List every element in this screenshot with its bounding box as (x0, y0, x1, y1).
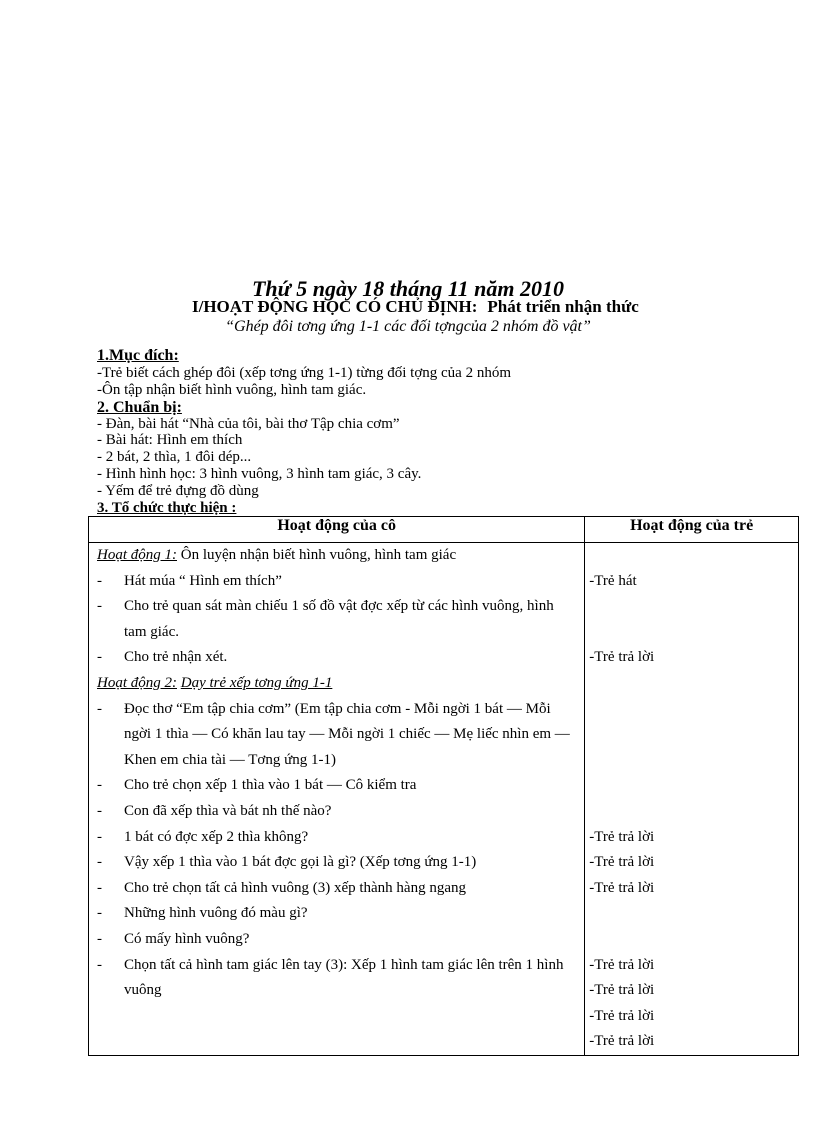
preparation-line: - 2 bát, 2 thìa, 1 đôi dép... (97, 449, 252, 465)
activity-2-title: Dạy trẻ xếp tơng ứng 1-1 (180, 674, 333, 691)
child-response: -Trẻ trả lời (589, 854, 655, 871)
bullet-dash: - (97, 854, 102, 871)
organization-heading: 3. Tổ chức thực hiện : (97, 500, 237, 516)
teacher-step: Cho trẻ nhận xét. (124, 649, 228, 666)
teacher-step: Chọn tất cả hình tam giác lên tay (3): Xếp 1 hình tam giác lên trên 1 hình vuông (124, 956, 564, 999)
child-response (585, 594, 798, 645)
activity-table (88, 516, 799, 1056)
purpose-heading: 1.Mục đích: (97, 347, 179, 364)
child-spacer (585, 671, 798, 697)
child-response: -Trẻ trả lời (589, 828, 655, 845)
teacher-step: Cho trẻ chọn xếp 1 thìa vào 1 bát — Cô kiểm tra (124, 777, 417, 794)
child-response: -Trẻ hát (589, 572, 637, 589)
bullet-dash: - (97, 777, 102, 794)
child-response: -Trẻ trả lời (589, 649, 655, 666)
child-response (585, 799, 798, 825)
teacher-step: Đọc thơ “Em tập chia cơm” (Em tập chia cơm - Mỗi ngời 1 bát — Mỗi ngời 1 thìa — Có khăn lau tay — Mỗi ngời 1 chiếc — Mẹ liếc nhìn em — Khen em chia tài — Tơng ứng 1-1) (124, 700, 570, 768)
preparation-line: - Bài hát: Hình em thích (97, 432, 243, 448)
teacher-step: Hát múa “ Hình em thích” (124, 572, 282, 589)
section-heading (192, 297, 639, 317)
bullet-dash: - (97, 930, 102, 947)
bullet-dash: - (97, 828, 102, 845)
child-response: -Trẻ trả lời (589, 982, 655, 999)
child-response (585, 927, 798, 953)
date-title: Thứ 5 ngày 18 tháng 11 năm 2010 (251, 276, 565, 301)
section-label: I/HOẠT ĐỘNG HỌC CÓ CHỦ ĐỊNH: (192, 297, 478, 316)
activity-1-heading (89, 543, 584, 569)
table-row (89, 543, 799, 1056)
teacher-step: 1 bát có đợc xếp 2 thìa không? (124, 828, 309, 845)
preparation-heading: 2. Chuẩn bị: (97, 399, 182, 416)
child-response: -Trẻ trả lời (589, 956, 655, 973)
purpose-line: -Trẻ biết cách ghép đôi (xếp tơng ứng 1-1) từng đối tợng của 2 nhóm (97, 365, 511, 381)
child-response: -Trẻ trả lời -Trẻ trả lời (589, 1007, 655, 1050)
preparation-line: - Hình hình học: 3 hình vuông, 3 hình tam giác, 3 cây. (97, 466, 422, 482)
activity-2-label: Hoạt động 2: (97, 674, 177, 691)
bullet-dash: - (97, 700, 102, 717)
child-cell (585, 543, 799, 1056)
section-topic: Phát triển nhận thức (487, 297, 639, 316)
bullet-dash: - (97, 572, 102, 589)
preparation-line: - Đàn, bài hát “Nhà của tôi, bài thơ Tập chia cơm” (97, 416, 400, 432)
lesson-subtitle: “Ghép đôi tơng ứng 1-1 các đối tợngcủa 2 nhóm đồ vật” (225, 318, 591, 335)
bullet-dash: - (97, 956, 102, 973)
child-column-header: Hoạt động của trẻ (585, 517, 799, 543)
teacher-step: Con đã xếp thìa và bát nh thế nào? (124, 802, 332, 819)
bullet-dash: - (97, 802, 102, 819)
teacher-cell (89, 543, 585, 1056)
teacher-column-header: Hoạt động của cô (89, 517, 585, 543)
teacher-step: Cho trẻ quan sát màn chiếu 1 số đồ vật đợc xếp từ các hình vuông, hình tam giác. (124, 598, 554, 640)
bullet-dash: - (97, 905, 102, 922)
preparation-line: - Yếm để trẻ đựng đồ dùng (97, 483, 259, 499)
child-response: -Trẻ trả lời (589, 879, 655, 896)
child-spacer (585, 543, 798, 569)
child-response (585, 697, 798, 799)
teacher-step: Những hình vuông đó màu gì? (124, 905, 308, 922)
teacher-step: Vậy xếp 1 thìa vào 1 bát đợc gọi là gì? (Xếp tơng ứng 1-1) (124, 854, 477, 871)
bullet-dash: - (97, 649, 102, 666)
activity-2-heading (89, 671, 584, 697)
activity-1-title: Ôn luyện nhận biết hình vuông, hình tam giác (180, 547, 457, 563)
activity-1-label: Hoạt động 1: (97, 547, 177, 563)
purpose-line: -Ôn tập nhận biết hình vuông, hình tam giác. (97, 382, 367, 398)
bullet-dash: - (97, 598, 102, 615)
teacher-step: Cho trẻ chọn tất cả hình vuông (3) xếp thành hàng ngang (124, 879, 466, 896)
bullet-dash: - (97, 879, 102, 896)
teacher-step: Có mấy hình vuông? (124, 930, 250, 947)
